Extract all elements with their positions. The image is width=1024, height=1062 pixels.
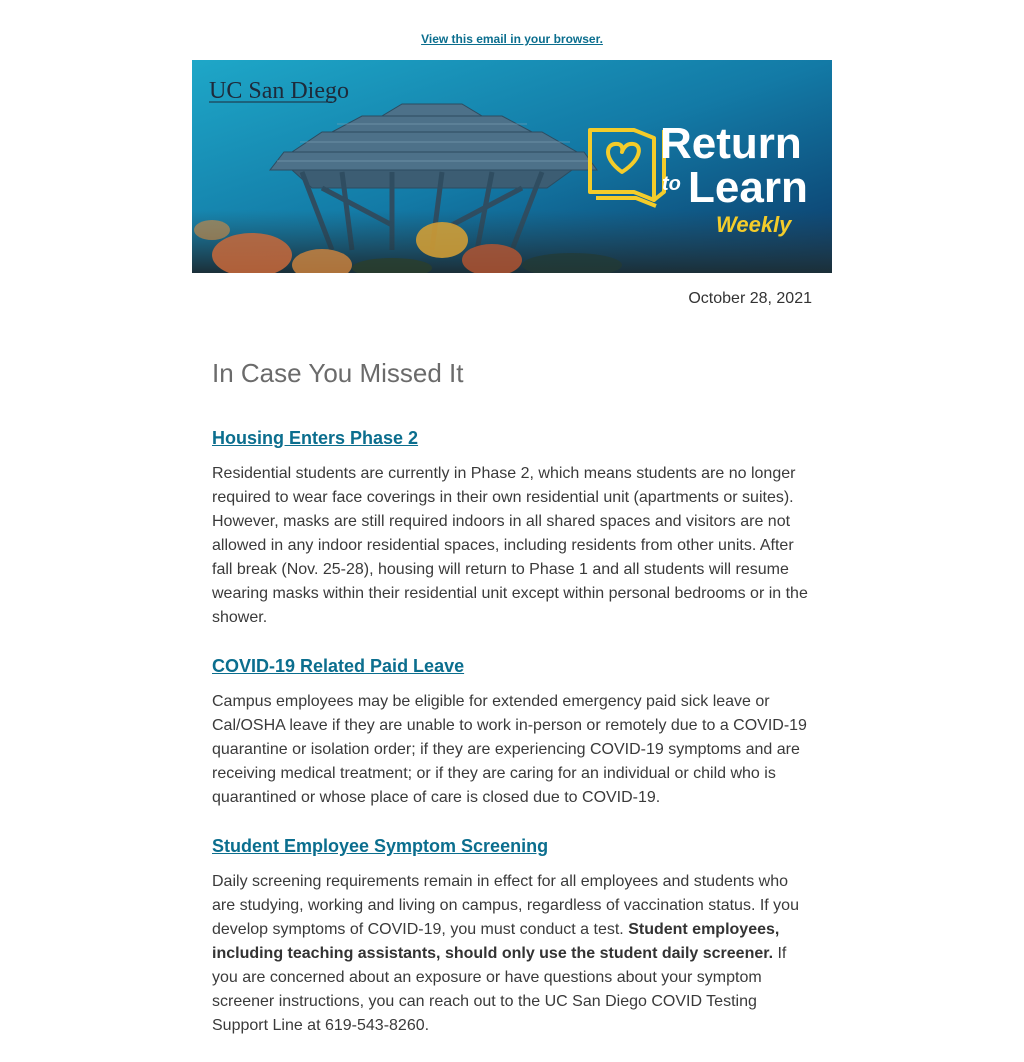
article-title-link[interactable]: Student Employee Symptom Screening: [212, 836, 549, 856]
header-banner: [192, 60, 832, 273]
article-title-link[interactable]: Housing Enters Phase 2: [212, 428, 419, 448]
view-in-browser-row: [0, 30, 1024, 48]
article-title-link[interactable]: COVID-19 Related Paid Leave: [212, 656, 465, 676]
article-body-text: If you are concerned about an exposure or have questions about your symptom screener instructions, you can reach out to the UC San Diego COVID Testing Support Line at 619-543-8260.: [212, 945, 787, 1034]
banner-title-weekly: Weekly: [716, 212, 792, 237]
article-body: Residential students are currently in Phase 2, which means students are no longer required to wear face coverings in their own residential unit (apartments or suites). However, masks are still required indoors in all shared spaces and visitors are not allowed in any indoor residential spaces, including residents from other units. After fall break (Nov. 25-28), housing will return to Phase 1 and all students will resume wearing masks within their residential unit except within personal bedrooms or in the shower.: [212, 465, 808, 626]
article-body: Campus employees may be eligible for extended emergency paid sick leave or Cal/OSHA leave if they are unable to work in-person or remotely due to a COVID-19 quarantine or isolation order; if they are experiencing COVID-19 symptoms and are receiving medical treatment; or if they are caring for an individual or child who is quarantined or whose place of care is closed due to COVID-19.: [212, 693, 807, 806]
banner-title-to: to: [662, 173, 681, 195]
issue-date: October 28, 2021: [688, 290, 812, 307]
banner-title-learn: Learn: [688, 163, 808, 212]
article-paid-leave: [212, 654, 812, 810]
main-content: [212, 356, 812, 1062]
article-body: [212, 870, 812, 1038]
section-heading: In Case You Missed It: [212, 358, 464, 388]
view-in-browser-link[interactable]: View this email in your browser.: [421, 32, 603, 46]
article-body-bold: Student employees, including teaching assistants, should only use the student daily screener.: [212, 921, 780, 962]
article-body-text: Daily screening requirements remain in effect for all employees and students who are studying, working and living on campus, regardless of vaccination status. If you develop symptoms of COVID-19, you must conduct a test.: [212, 873, 799, 938]
banner-graphic: [192, 60, 832, 273]
banner-title-return: Return: [660, 119, 802, 168]
ucsd-logo-text: UC San Diego: [209, 78, 349, 104]
article-housing: [212, 426, 812, 630]
article-symptom-screening: [212, 834, 812, 1038]
